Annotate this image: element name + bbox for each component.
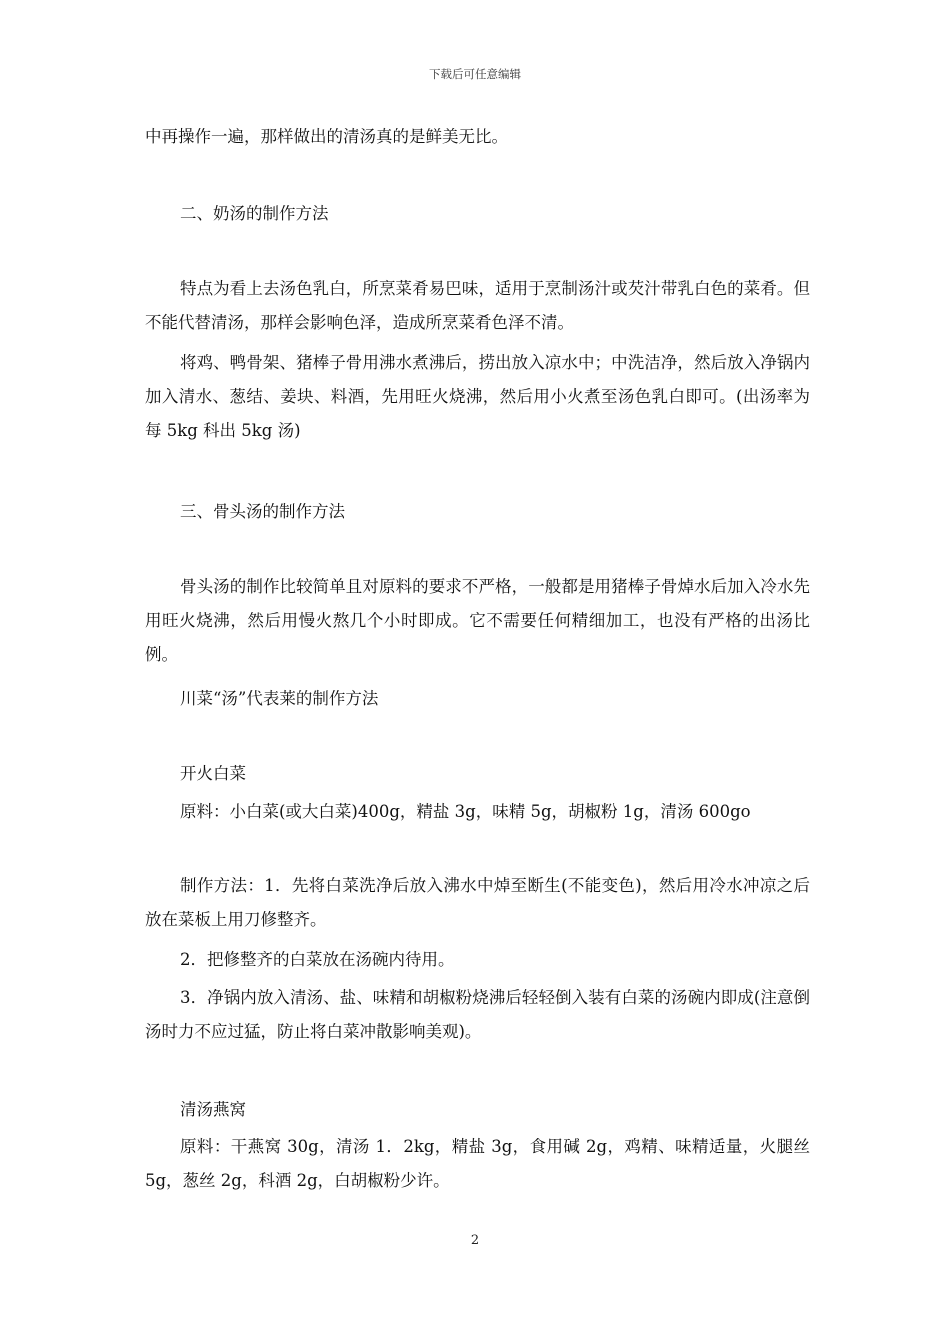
page-header-note: 下载后可任意编辑 [429, 67, 521, 81]
dish-step-3: 3．净锅内放入清汤、盐、味精和胡椒粉烧沸后轻轻倒入装有白菜的汤碗内即成(注意倒汤时力不应过猛，防止将白菜冲散影响美观)。 [145, 988, 810, 1041]
paragraph-milk-soup-features: 特点为看上去汤色乳白，所烹菜肴易巴味，适用于烹制汤汁或芡汁带乳白色的菜肴。但不能代替清汤，那样会影响色泽，造成所烹菜肴色泽不清。 [145, 279, 810, 332]
heading-sichuan-soup-dishes: 川菜“汤”代表莱的制作方法 [180, 689, 379, 708]
paragraph-clear-soup-ending: 中再操作一遍，那样做出的清汤真的是鲜美无比。 [145, 127, 508, 146]
dish-step-2: 2．把修整齐的白菜放在汤碗内待用。 [180, 950, 455, 969]
dish-ingredients-qingtang-yanwo: 原料：干燕窝 30g，清汤 1．2kg，精盐 3g，食用碱 2g，鸡精、味精适量，火腿丝 5g，葱丝 2g，科酒 2g，白胡椒粉少许。 [145, 1137, 816, 1190]
paragraph-bone-soup-method: 骨头汤的制作比较简单且对原料的要求不严格，一般都是用猪棒子骨焯水后加入冷水先用旺火烧沸，然后用慢火熬几个小时即成。它不需要任何精细加工，也没有严格的出汤比例。 [145, 577, 810, 664]
heading-bone-soup: 三、骨头汤的制作方法 [180, 502, 345, 521]
dish-step-1: 制作方法：1．先将白菜洗净后放入沸水中焯至断生(不能变色)，然后用冷水冲凉之后放在菜板上用刀修整齐。 [145, 876, 810, 929]
page-number: 2 [470, 1233, 480, 1248]
dish-name-kaishui-baicai: 开火白菜 [180, 764, 246, 783]
dish-name-qingtang-yanwo: 清汤燕窝 [180, 1100, 246, 1119]
paragraph-milk-soup-method: 将鸡、鸭骨架、猪棒子骨用沸水煮沸后，捞出放入凉水中；中洗洁净，然后放入净锅内加入清水、葱结、姜块、料酒，先用旺火烧沸，然后用小火煮至汤色乳白即可。(出汤率为每 5kg 科出 5kg 汤) [145, 353, 810, 440]
heading-milk-soup: 二、奶汤的制作方法 [180, 204, 329, 223]
dish-ingredients-kaishui-baicai: 原料：小白菜(或大白菜)400g，精盐 3g，味精 5g，胡椒粉 1g，清汤 600go [180, 802, 751, 821]
